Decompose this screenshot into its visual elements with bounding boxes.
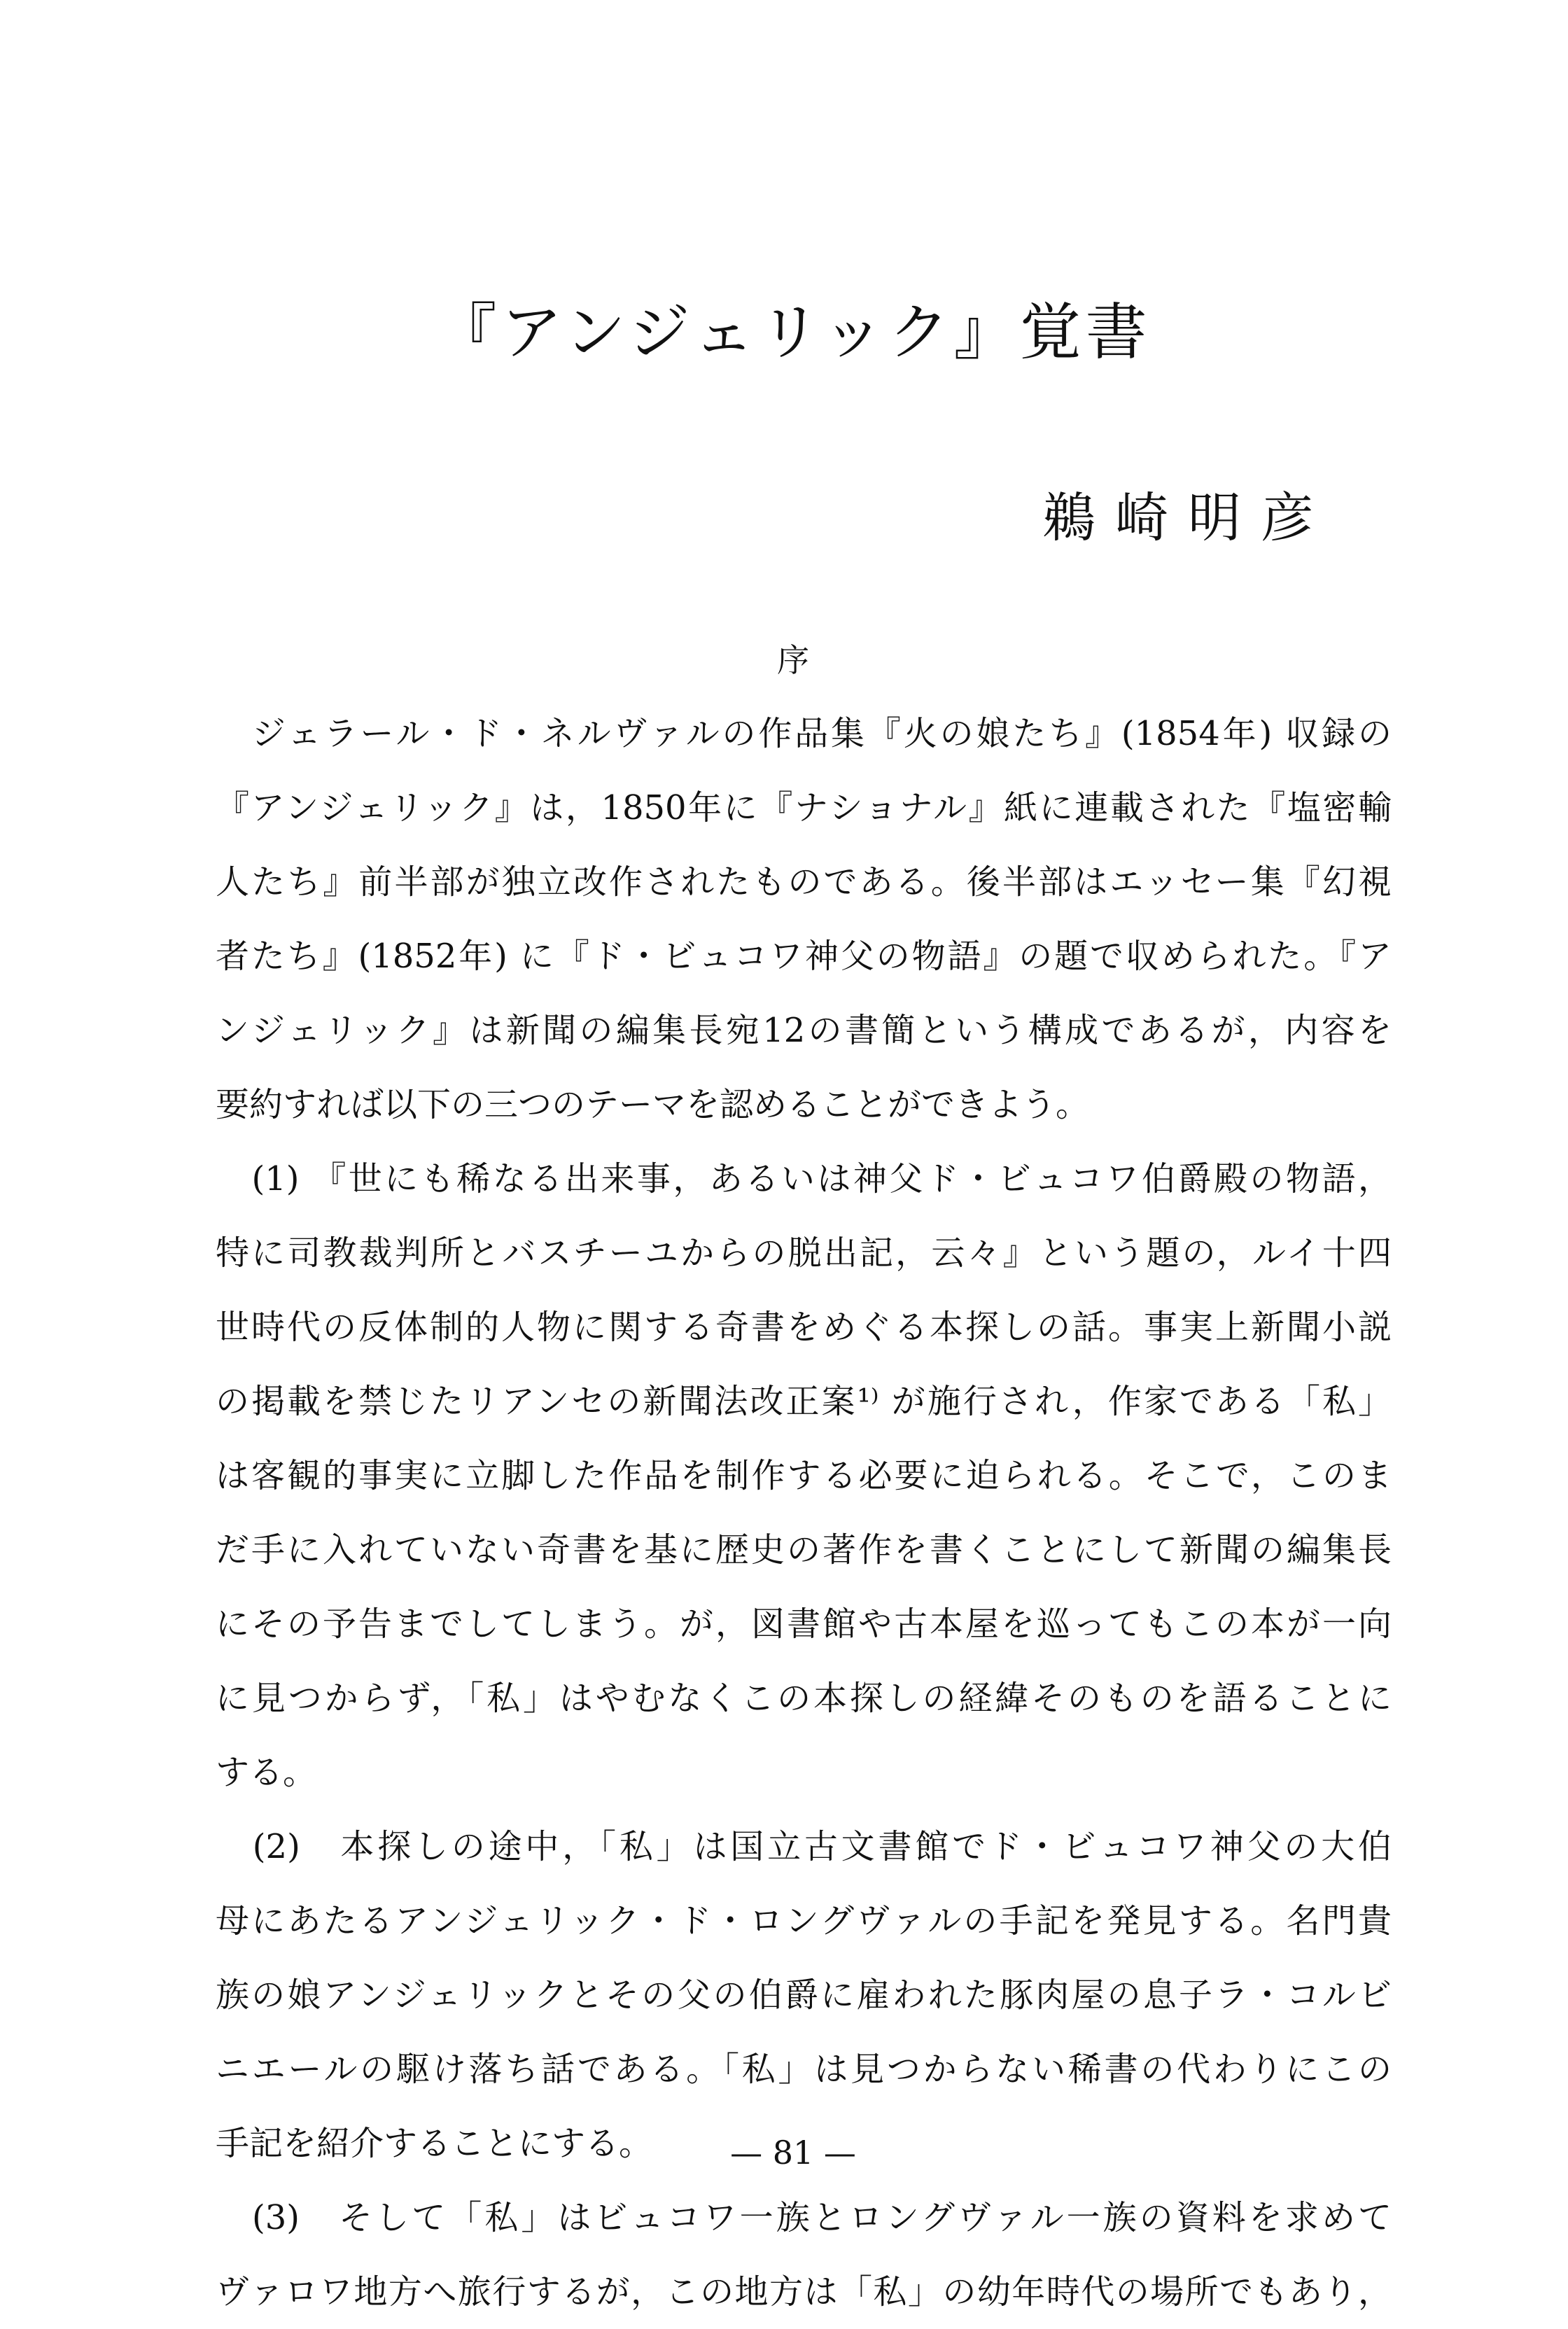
text-line: に見つからず，「私」はやむなくこの本探しの経緯そのものを語ることに (216, 1679, 1392, 1718)
text-line: の掲載を禁じたリアンセの新聞法改正案¹⁾ が施行され，作家である「私」 (216, 1382, 1392, 1421)
text-line: 要約すれば以下の三つのテーマを認めることができよう。 (216, 1085, 1090, 1124)
text-line: する。 (216, 1753, 317, 1792)
text-line: 族の娘アンジェリックとその父の伯爵に雇われた豚肉屋の息子ラ・コルビ (216, 1975, 1392, 2015)
text-line: 『アンジェリック』は，1850年に『ナショナル』紙に連載された『塩密輸 (216, 788, 1392, 827)
text-line: 世時代の反体制的人物に関する奇書をめぐる本探しの話。事実上新聞小説 (216, 1308, 1392, 1347)
article-title: 『アンジェリック』覚書 (435, 296, 1152, 368)
section-heading: 序 (777, 641, 809, 679)
body-text (216, 697, 1392, 2329)
text-line: ンジェリック』は新聞の編集長宛12の書簡という構成であるが，内容を (216, 1011, 1392, 1050)
text-line: ヴァロワ地方へ旅行するが，この地方は「私」の幼年時代の場所でもあり， (216, 2272, 1392, 2311)
text-line: (2) 本探しの途中，「私」は国立古文書館でド・ビュコワ神父の大伯 (216, 1827, 1392, 1866)
paragraph (216, 2181, 1392, 2329)
paragraph (216, 697, 1392, 1142)
paragraph (216, 1810, 1392, 2181)
text-line: ニエールの駆け落ち話である。「私」は見つからない稀書の代わりにこの (216, 2050, 1392, 2089)
text-line: 母にあたるアンジェリック・ド・ロングヴァルの手記を発見する。名門貴 (216, 1901, 1392, 1940)
text-line: だ手に入れていない奇書を基に歴史の著作を書くことにして新聞の編集長 (216, 1530, 1392, 1569)
text-line: は客観的事実に立脚した作品を制作する必要に迫られる。そこで，このま (216, 1456, 1392, 1495)
text-line: 者たち』(1852年) に『ド・ビュコワ神父の物語』の題で収められた。『ア (216, 937, 1392, 976)
paragraph (216, 1142, 1392, 1810)
text-line: (1) 『世にも稀なる出来事，あるいは神父ド・ビュコワ伯爵殿の物語， (216, 1159, 1392, 1198)
text-line: 人たち』前半部が独立改作されたものである。後半部はエッセー集『幻視 (216, 862, 1392, 902)
author-name: 鵜崎明彦 (1042, 487, 1334, 549)
text-line: 手記を紹介することにする。 (216, 2124, 653, 2163)
page-number: — 81 — (730, 2134, 856, 2171)
text-line: ジェラール・ド・ネルヴァルの作品集『火の娘たち』(1854年) 収録の (216, 714, 1392, 753)
text-line: 特に司教裁判所とバスチーユからの脱出記，云々』という題の，ルイ十四 (216, 1233, 1392, 1273)
text-line: (3) そして「私」はビュコワ一族とロングヴァル一族の資料を求めて (216, 2198, 1392, 2237)
text-line: にその予告までしてしまう。が，図書館や古本屋を巡ってもこの本が一向 (216, 1604, 1392, 1644)
